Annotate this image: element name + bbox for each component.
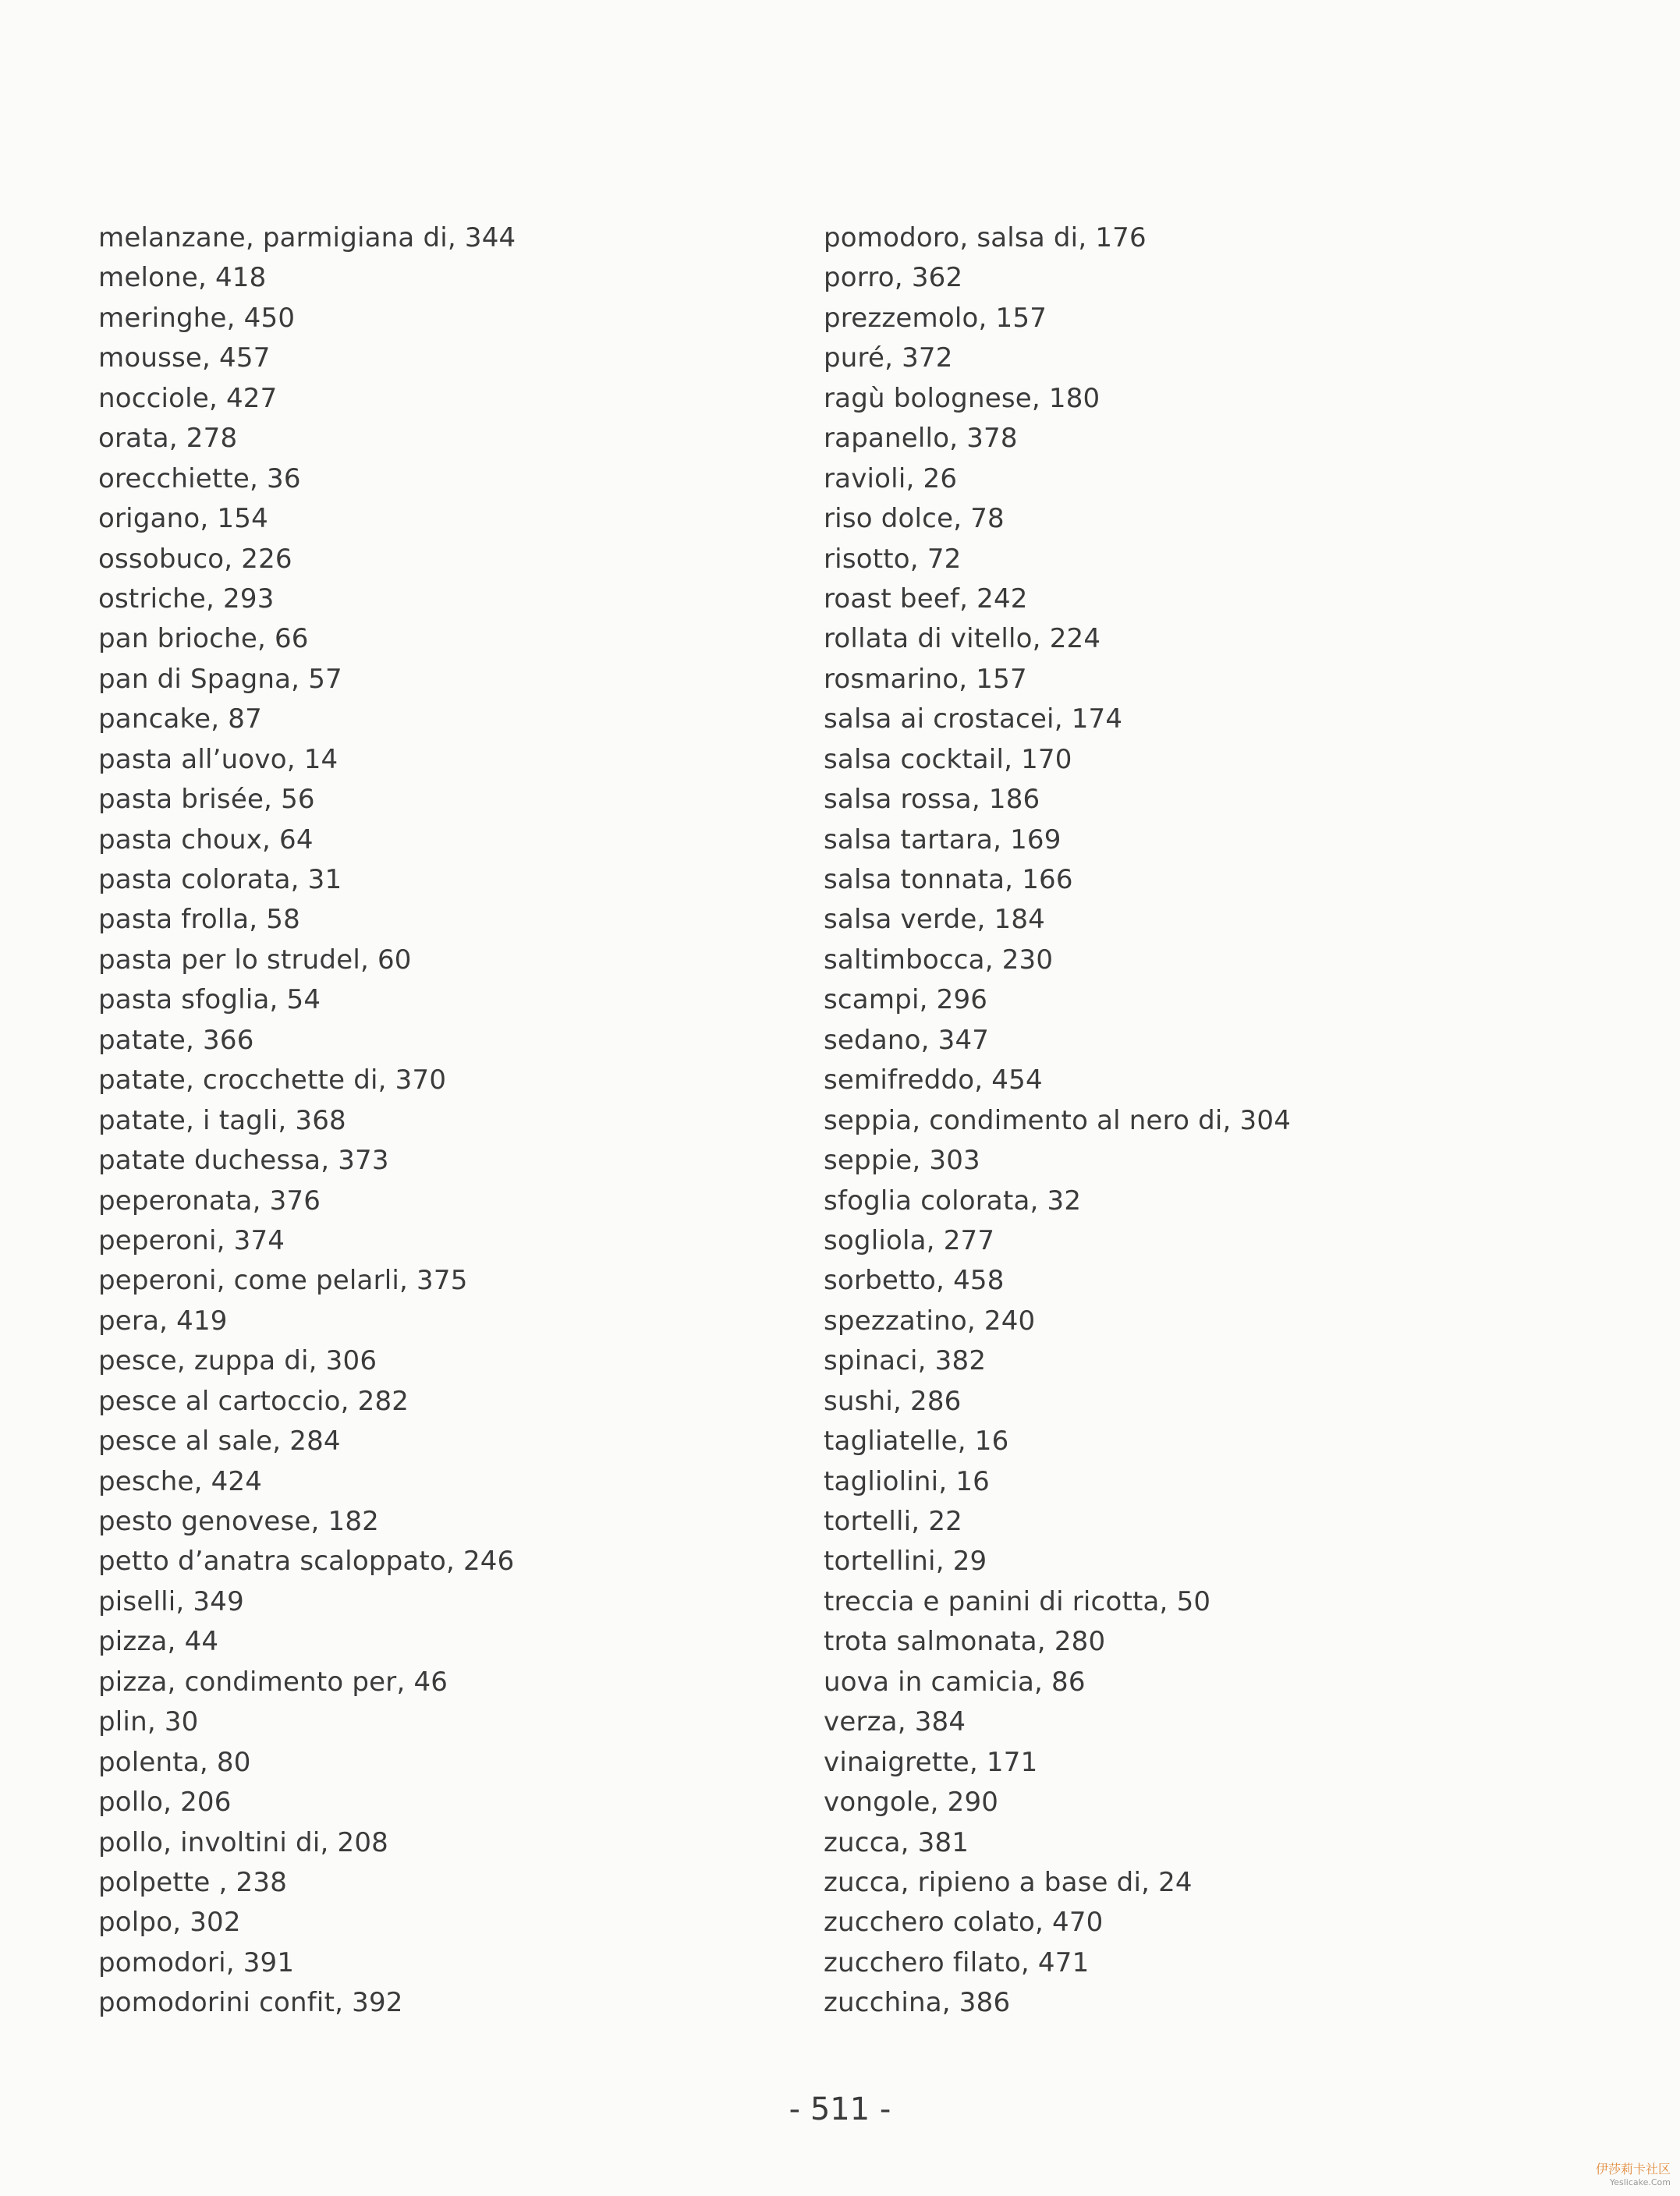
index-entry: mousse, 457: [98, 342, 271, 374]
index-entry: pollo, 206: [98, 1787, 232, 1819]
index-entry: peperoni, come pelarli, 375: [98, 1265, 468, 1297]
index-entry: ravioli, 26: [824, 462, 958, 494]
index-entry: polpo, 302: [98, 1907, 241, 1939]
index-entry: patate, 366: [98, 1024, 254, 1056]
index-entry: treccia e panini di ricotta, 50: [824, 1585, 1211, 1617]
index-entry: pomodori, 391: [98, 1946, 295, 1978]
index-entry: pasta per lo strudel, 60: [98, 944, 412, 976]
index-entry: prezzemolo, 157: [824, 302, 1047, 334]
index-entry: spinaci, 382: [824, 1345, 987, 1377]
index-entry: uova in camicia, 86: [824, 1666, 1086, 1698]
index-entry: pesche, 424: [98, 1465, 263, 1497]
index-entry: verza, 384: [824, 1706, 966, 1738]
index-entry: zucchero colato, 470: [824, 1907, 1104, 1939]
index-entry: sogliola, 277: [824, 1224, 995, 1256]
index-entry: riso dolce, 78: [824, 503, 1005, 535]
index-entry: semifreddo, 454: [824, 1064, 1043, 1096]
index-entry: sfoglia colorata, 32: [824, 1185, 1082, 1217]
index-entry: rosmarino, 157: [824, 663, 1027, 695]
index-entry: saltimbocca, 230: [824, 944, 1054, 976]
index-entry: scampi, 296: [824, 984, 988, 1016]
index-entry: pizza, 44: [98, 1626, 219, 1658]
index-column-right: [824, 218, 1291, 2024]
index-entry: ossobuco, 226: [98, 543, 292, 575]
index-entry: zucca, ripieno a base di, 24: [824, 1866, 1193, 1898]
watermark-logo: [1596, 2162, 1671, 2188]
index-entry: pasta frolla, 58: [98, 904, 300, 936]
index-entry: salsa tonnata, 166: [824, 864, 1073, 895]
index-entry: sorbetto, 458: [824, 1265, 1005, 1297]
index-entry: pollo, involtini di, 208: [98, 1826, 388, 1858]
index-entry: melone, 418: [98, 262, 267, 294]
index-entry: ragù bolognese, 180: [824, 382, 1101, 414]
index-entry: origano, 154: [98, 503, 268, 535]
index-entry: patate, i tagli, 368: [98, 1104, 346, 1136]
index-entry: polpette , 238: [98, 1866, 288, 1898]
index-entry: nocciole, 427: [98, 382, 278, 414]
index-entry: pasta all’uovo, 14: [98, 743, 338, 775]
index-entry: pesce, zuppa di, 306: [98, 1345, 377, 1377]
index-entry: pan di Spagna, 57: [98, 663, 342, 695]
index-entry: salsa tartara, 169: [824, 824, 1062, 855]
index-entry: pesce al sale, 284: [98, 1426, 341, 1458]
index-entry: vinaigrette, 171: [824, 1746, 1038, 1778]
index-entry: pasta brisée, 56: [98, 784, 315, 816]
index-entry: porro, 362: [824, 262, 963, 294]
index-entry: peperonata, 376: [98, 1185, 321, 1217]
index-entry: trota salmonata, 280: [824, 1626, 1106, 1658]
index-entry: seppie, 303: [824, 1145, 980, 1177]
index-entry: seppia, condimento al nero di, 304: [824, 1104, 1292, 1136]
index-entry: sushi, 286: [824, 1385, 962, 1417]
index-entry: rapanello, 378: [824, 423, 1018, 455]
index-entry: zucchero filato, 471: [824, 1946, 1090, 1978]
index-entry: salsa rossa, 186: [824, 784, 1040, 816]
index-entry: sedano, 347: [824, 1024, 990, 1056]
index-entry: piselli, 349: [98, 1585, 244, 1617]
index-entry: ostriche, 293: [98, 583, 275, 615]
index-entry: pesto genovese, 182: [98, 1506, 379, 1537]
index-entry: pasta choux, 64: [98, 824, 314, 855]
watermark-text-en: Yeslicake.Com: [1609, 2177, 1671, 2187]
index-entry: polenta, 80: [98, 1746, 251, 1778]
index-entry: pomodorini confit, 392: [98, 1987, 403, 2019]
index-entry: pancake, 87: [98, 703, 262, 735]
index-entry: meringhe, 450: [98, 302, 296, 334]
index-entry: zucca, 381: [824, 1826, 969, 1858]
index-entry: tagliatelle, 16: [824, 1426, 1009, 1458]
index-entry: patate duchessa, 373: [98, 1145, 389, 1177]
index-entry: roast beef, 242: [824, 583, 1028, 615]
watermark-text-cn: 伊莎莉卡社区: [1595, 2162, 1671, 2177]
index-entry: spezzatino, 240: [824, 1305, 1036, 1337]
index-entry: petto d’anatra scaloppato, 246: [98, 1546, 515, 1578]
index-entry: pan brioche, 66: [98, 623, 309, 655]
page-number: - 511 -: [789, 2092, 891, 2127]
index-entry: plin, 30: [98, 1706, 199, 1738]
index-entry: tortellini, 29: [824, 1546, 987, 1578]
index-entry: tortelli, 22: [824, 1506, 962, 1537]
index-entry: salsa ai crostacei, 174: [824, 703, 1123, 735]
index-entry: patate, crocchette di, 370: [98, 1064, 447, 1096]
index-entry: orata, 278: [98, 423, 238, 455]
index-entry: orecchiette, 36: [98, 462, 301, 494]
index-entry: pasta sfoglia, 54: [98, 984, 321, 1016]
index-entry: pesce al cartoccio, 282: [98, 1385, 409, 1417]
index-entry: salsa cocktail, 170: [824, 743, 1072, 775]
index-entry: risotto, 72: [824, 543, 962, 575]
index-entry: vongole, 290: [824, 1787, 999, 1819]
index-entry: rollata di vitello, 224: [824, 623, 1101, 655]
index-entry: salsa verde, 184: [824, 904, 1045, 936]
index-entry: pera, 419: [98, 1305, 228, 1337]
index-entry: melanzane, parmigiana di, 344: [98, 222, 516, 253]
index-entry: pizza, condimento per, 46: [98, 1666, 448, 1698]
index-entry: puré, 372: [824, 342, 953, 374]
index-column-left: [98, 218, 516, 2024]
index-entry: pasta colorata, 31: [98, 864, 342, 895]
index-entry: tagliolini, 16: [824, 1465, 991, 1497]
index-entry: pomodoro, salsa di, 176: [824, 222, 1147, 253]
index-entry: peperoni, 374: [98, 1224, 285, 1256]
index-entry: zucchina, 386: [824, 1987, 1011, 2019]
